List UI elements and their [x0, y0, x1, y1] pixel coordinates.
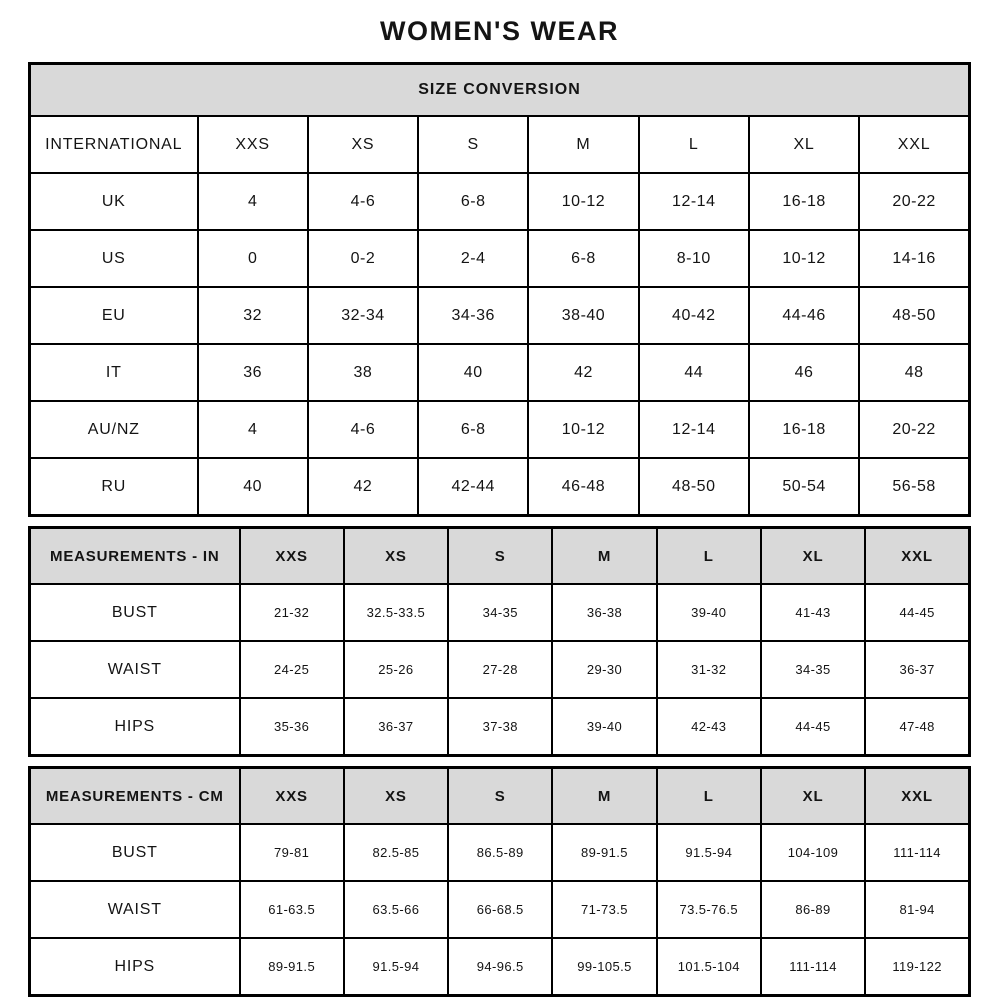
row-label: UK	[30, 173, 198, 230]
row-label: HIPS	[30, 698, 240, 756]
value-cell: 31-32	[657, 641, 761, 698]
value-cell: 99-105.5	[552, 938, 656, 996]
value-cell: 12-14	[639, 173, 749, 230]
value-cell: 91.5-94	[657, 824, 761, 881]
value-cell: 63.5-66	[344, 881, 448, 938]
value-cell: 104-109	[761, 824, 865, 881]
row-label: BUST	[30, 824, 240, 881]
value-cell: 38-40	[528, 287, 638, 344]
value-cell: 47-48	[865, 698, 969, 756]
value-cell: 40	[198, 458, 308, 516]
row-label: HIPS	[30, 938, 240, 996]
value-cell: 42-43	[657, 698, 761, 756]
value-cell: 81-94	[865, 881, 969, 938]
measurements-cm-table	[28, 766, 971, 997]
table-row	[30, 230, 970, 287]
size-column-header: XS	[344, 768, 448, 825]
page-title: WOMEN'S WEAR	[380, 16, 619, 46]
row-header-label: INTERNATIONAL	[30, 116, 198, 173]
table-row	[30, 401, 970, 458]
size-column-header: XL	[761, 768, 865, 825]
value-cell: 73.5-76.5	[657, 881, 761, 938]
value-cell: 34-35	[761, 641, 865, 698]
table-row	[30, 584, 970, 641]
value-cell: 48-50	[639, 458, 749, 516]
size-column-header: S	[418, 116, 528, 173]
size-column-header: XS	[308, 116, 418, 173]
value-cell: 36	[198, 344, 308, 401]
size-column-header: L	[657, 528, 761, 585]
table-row	[30, 641, 970, 698]
value-cell: 34-36	[418, 287, 528, 344]
value-cell: 41-43	[761, 584, 865, 641]
value-cell: 36-37	[865, 641, 969, 698]
measurements-in-table	[28, 526, 971, 757]
value-cell: 40-42	[639, 287, 749, 344]
row-label: EU	[30, 287, 198, 344]
table-row	[30, 458, 970, 516]
value-cell: 46	[749, 344, 859, 401]
size-column-header: M	[552, 528, 656, 585]
value-cell: 20-22	[859, 173, 969, 230]
value-cell: 46-48	[528, 458, 638, 516]
size-column-header: XXL	[865, 768, 969, 825]
value-cell: 34-35	[448, 584, 552, 641]
row-label: IT	[30, 344, 198, 401]
value-cell: 6-8	[418, 401, 528, 458]
size-column-header: L	[639, 116, 749, 173]
value-cell: 89-91.5	[552, 824, 656, 881]
size-conversion-table	[28, 62, 971, 517]
value-cell: 42-44	[418, 458, 528, 516]
table-row	[30, 344, 970, 401]
value-cell: 79-81	[240, 824, 344, 881]
value-cell: 0-2	[308, 230, 418, 287]
value-cell: 111-114	[761, 938, 865, 996]
row-label: RU	[30, 458, 198, 516]
row-label: AU/NZ	[30, 401, 198, 458]
value-cell: 24-25	[240, 641, 344, 698]
value-cell: 10-12	[528, 401, 638, 458]
value-cell: 56-58	[859, 458, 969, 516]
value-cell: 39-40	[657, 584, 761, 641]
value-cell: 8-10	[639, 230, 749, 287]
size-column-header: M	[552, 768, 656, 825]
value-cell: 71-73.5	[552, 881, 656, 938]
table-title: SIZE CONVERSION	[30, 64, 970, 117]
value-cell: 27-28	[448, 641, 552, 698]
value-cell: 40	[418, 344, 528, 401]
value-cell: 44	[639, 344, 749, 401]
value-cell: 111-114	[865, 824, 969, 881]
table-row	[30, 287, 970, 344]
row-label: WAIST	[30, 641, 240, 698]
value-cell: 6-8	[528, 230, 638, 287]
size-column-header: XS	[344, 528, 448, 585]
value-cell: 44-46	[749, 287, 859, 344]
value-cell: 2-4	[418, 230, 528, 287]
value-cell: 82.5-85	[344, 824, 448, 881]
table-row	[30, 698, 970, 756]
value-cell: 44-45	[865, 584, 969, 641]
value-cell: 16-18	[749, 401, 859, 458]
size-column-header: M	[528, 116, 638, 173]
value-cell: 119-122	[865, 938, 969, 996]
value-cell: 42	[308, 458, 418, 516]
size-column-header: XXS	[198, 116, 308, 173]
value-cell: 101.5-104	[657, 938, 761, 996]
row-label: US	[30, 230, 198, 287]
size-column-header: XL	[761, 528, 865, 585]
value-cell: 39-40	[552, 698, 656, 756]
value-cell: 35-36	[240, 698, 344, 756]
size-column-header: XL	[749, 116, 859, 173]
table-row	[30, 173, 970, 230]
value-cell: 61-63.5	[240, 881, 344, 938]
value-cell: 4-6	[308, 401, 418, 458]
value-cell: 20-22	[859, 401, 969, 458]
value-cell: 89-91.5	[240, 938, 344, 996]
size-column-header: XXL	[865, 528, 969, 585]
row-label: WAIST	[30, 881, 240, 938]
value-cell: 32	[198, 287, 308, 344]
value-cell: 12-14	[639, 401, 749, 458]
value-cell: 86.5-89	[448, 824, 552, 881]
value-cell: 0	[198, 230, 308, 287]
row-header-label: MEASUREMENTS - CM	[30, 768, 240, 825]
table-row	[30, 824, 970, 881]
value-cell: 4-6	[308, 173, 418, 230]
value-cell: 4	[198, 401, 308, 458]
size-column-header: L	[657, 768, 761, 825]
value-cell: 42	[528, 344, 638, 401]
size-column-header: S	[448, 528, 552, 585]
value-cell: 25-26	[344, 641, 448, 698]
value-cell: 36-37	[344, 698, 448, 756]
size-column-header: XXS	[240, 768, 344, 825]
value-cell: 91.5-94	[344, 938, 448, 996]
value-cell: 38	[308, 344, 418, 401]
row-label: BUST	[30, 584, 240, 641]
value-cell: 37-38	[448, 698, 552, 756]
value-cell: 86-89	[761, 881, 865, 938]
value-cell: 16-18	[749, 173, 859, 230]
value-cell: 21-32	[240, 584, 344, 641]
value-cell: 10-12	[749, 230, 859, 287]
value-cell: 14-16	[859, 230, 969, 287]
value-cell: 29-30	[552, 641, 656, 698]
value-cell: 10-12	[528, 173, 638, 230]
value-cell: 50-54	[749, 458, 859, 516]
table-row	[30, 881, 970, 938]
value-cell: 32.5-33.5	[344, 584, 448, 641]
size-column-header: XXS	[240, 528, 344, 585]
value-cell: 48	[859, 344, 969, 401]
table-row	[30, 938, 970, 996]
value-cell: 48-50	[859, 287, 969, 344]
value-cell: 4	[198, 173, 308, 230]
value-cell: 36-38	[552, 584, 656, 641]
value-cell: 6-8	[418, 173, 528, 230]
value-cell: 32-34	[308, 287, 418, 344]
value-cell: 44-45	[761, 698, 865, 756]
size-column-header: S	[448, 768, 552, 825]
value-cell: 66-68.5	[448, 881, 552, 938]
value-cell: 94-96.5	[448, 938, 552, 996]
size-column-header: XXL	[859, 116, 969, 173]
row-header-label: MEASUREMENTS - IN	[30, 528, 240, 585]
